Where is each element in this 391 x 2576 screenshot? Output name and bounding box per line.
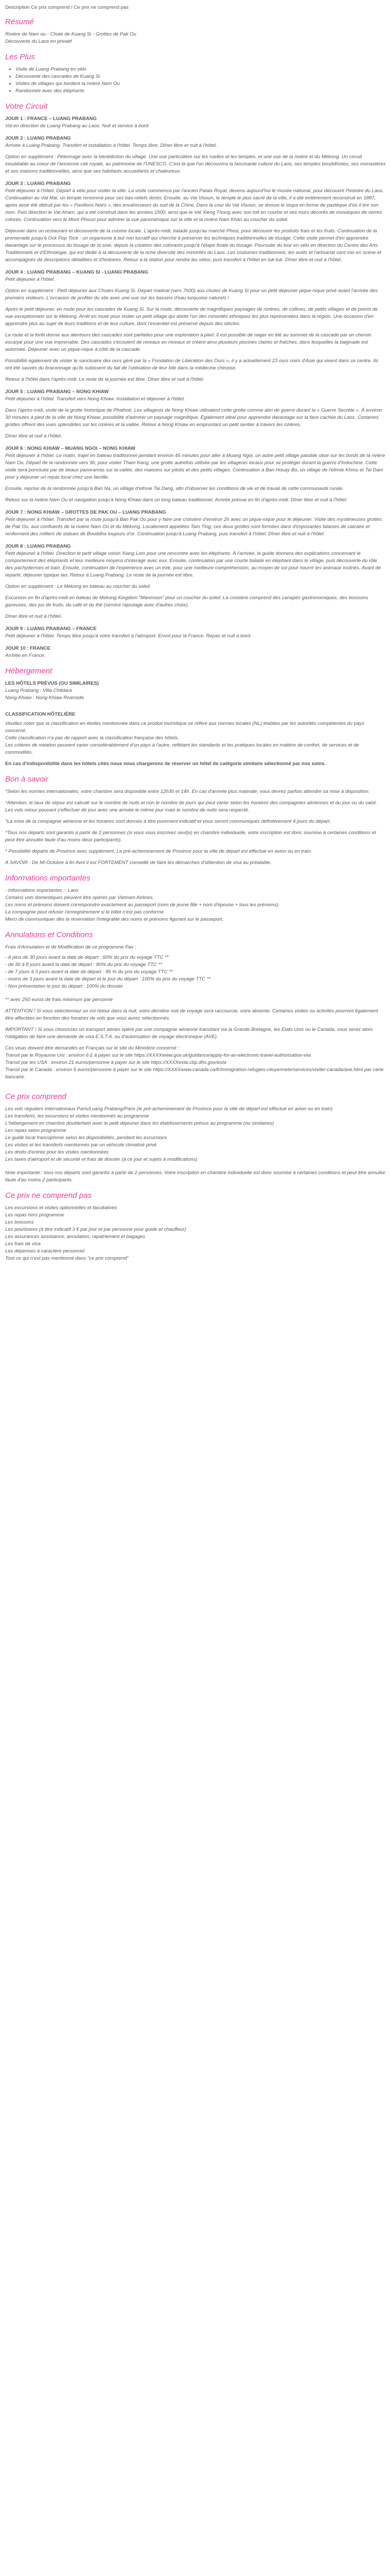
classification-title: CLASSIFICATION HÔTELIÈRE [5,711,75,717]
day-paragraph: Petit déjeuner à l'hôtel. Le matin, trajet en bateau traditionnel pendant environ 45 minutes pour aller à Muang Ngoi, un autre petit village paisible situé sur les bords de la rivière Nam Ou. Départ de la randonnée vers 9h, pour visiter Tham Kang, une grotte autrefois utilisée par les villageois locaux pour se protéger durant la guerre d'Indochine. Cette visite sera ponctuée par de beaux panoramas sur la vallée, des maisons sur pilotis et des petits villages. Continuation à Ban Houay Bo, un village de l'ethnie Khmu et Tai Dam pour y déjeuner un repas local chez une famille. [5,453,385,480]
day-paragraph: Option en supplément : Le Mékong en bateau au coucher du soleil. [5,584,151,589]
annulations-item: - de 30 à 8 jours avant la date de départ : 80% du prix du voyage TTC ** [5,962,162,968]
classification-body [5,720,386,756]
infos-line: Certains vols domestiques peuvent être opérés par Vietnam Airlines. [5,895,154,901]
day-paragraph: Excursion en fin d'après-midi en bateau de Mekong Kingdom "Manmoon" pour un coucher du soleil. La croisière comprend des canapés gastronomiques, des boissons gazeuses, des jus de fruits, du café et du thé (service rajoutage avec d'autres choix). [5,595,368,608]
annulations-title: Annulations et Conditions [5,930,93,939]
necomprend-item: Les dépenses à caractère personnel [5,1248,85,1254]
bonasavoir-line: *Tous nos départs sont garantis à partir de 2 personnes (si vous vous inscrivez seul(e) en chambre individuelle, votre inscription est donc soumise à certaines conditions et peut être annulée faute d'au moins deux participants). [5,830,376,843]
plus-item: • Visites de villages qui bordent la rivière Nam Ou [15,80,386,88]
day-paragraph: Petit déjeuner à l'hôtel. Départ à vélo pour visiter la ville. La visite commence par l'ancien Palais Royal, devenu aujourd'hui le musée national, pour découvrir l'histoire du Laos. Continuation au Vat Mai, un temple renommé pour ses bas-reliefs dorés. Ensuite, au Vat Visoun, le temple le plus sacré de la ville, il a été entièrement reconstruit en 1887, après avoir été détruit par les « Pavillons Noirs », des envahisseurs du sud de la Chine. Dans la cour du Vat Visoun, se dresse le stupa en forme de pastèque d'où il tire son nom. Puis direction le Vat Aham, qui a été construit dans les années 1500, ainsi que le Vat Xieng Thong avec son toit en courbe et ses murs décorés de mosaïques de verres colorés. Continuation vers le Mont Phousi pour admirer la vue panoramique sur la ville et la rivière Nam Khan au coucher du soleil. [5,188,384,223]
day-paragraph: Arrivée en France. [5,653,46,658]
necomprend-item: Les assurances assistance, annulation, rapatriement et bagages [5,1234,145,1240]
day-title: JOUR 4 : LUANG PRABANG – KUANG SI - LUANG PRABANG [5,269,149,275]
annulations-important: IMPORTANT ! Si vous choisissez un transport aérien opéré par une compagnie aérienne transitant via la Grande Bretagne, les Etats Unis ou le Canada, vous serez alors l'obligation de faire une demande de visa E.S.T.A. ou d'autorisation de voyage électronique (AVE). [5,1027,373,1040]
annulations-item: - de 7 jours à 3 jours avant la date de départ : 95 % du prix du voyage TTC ** [5,969,173,975]
annulations-section [5,930,386,1081]
comprend-item: L'hébergement en chambre double/twin avec le petit déjeuner dans les établissements prévus au programme (ou similaires) [5,1121,274,1126]
day-block [5,388,386,440]
necomprend-item: Les pourboires (à titre indicatif 3 € par jour et par personne pour guide et chauffeur) [5,1227,186,1232]
day-paragraph: Retour à l'hôtel dans l'après-midi. Le reste de la journée est libre. Dîner libre et nuit à l'hôtel. [5,377,205,382]
day-block [5,445,386,504]
day-paragraph: Possibilité également de visiter le sanctuaire des ours géré par la « Fondation de Libération des Ours », il y a actuellement 23 ours noirs d'Asie qui vivent dans ce centre. Ils ont été sauvés du braconnage qu'ils subissent du fait de l'utilisation de leur bile dans la médecine chinoise. [5,358,379,371]
comprend-item: Les visites et les transferts mentionnés par un véhicule climatisé privé [5,1142,157,1148]
day-text [5,188,386,264]
resume-section [5,18,386,45]
necomprend-item: Tout ce qui n'est pas mentionné dans "ce prix comprend" [5,1256,128,1261]
day-title: JOUR 10 : FRANCE [5,646,51,651]
plus-item: • Découverte des cascades de Kuang Si [15,73,386,80]
infos-section [5,874,386,923]
day-paragraph: Petit déjeuner à l'hôtel. Temps libre jusqu'à votre transfert à l'aéroport. Envol pour la France. Repas et nuit à bord. [5,633,252,639]
bonasavoir-line: *Selon les normes internationales, votre chambre sera disponible entre 12h30 et 14h. En cas d'arrivée plus matinale, vous devrez parfois attendre sa mise à disposition. [5,789,370,794]
day-paragraph: Arrivée à Luang Prabang. Transfert et installation à l'hôtel. Temps libre. Dîner libre et nuit à l'hôtel. [5,143,217,148]
infos-line: Merci de communiquer dès la réservation l'intégralité des noms et prénoms figurant sur le passeport. [5,917,224,922]
page [0,0,391,1279]
infos-line: La compagnie peut refuser l'enregistrement si le billet n'est pas conforme. [5,909,165,915]
day-title: JOUR 8 : LUANG PRABANG [5,544,71,549]
day-block [5,509,386,538]
visa-line: Ces visas doivent être demandés en Français sur le site du Ministère concerné : [5,1045,180,1051]
bonasavoir-body [5,788,386,867]
infos-body [5,887,386,923]
visa-line[interactable]: Transit par le Canada : environ 5 euros/personne à payer sur le site https://XXXXwww.canada.ca/fr/immigration-refugies-citoyennete/services/visiter-canada/ave.html par carte bancaire. [5,1067,384,1080]
resume-line: Rivière de Nam ou - Chute de Kuang Si - Grottes de Pak Ou [5,31,136,37]
annulations-attention: ATTENTION ! Si vous sélectionnez un vol retour dans la nuit, votre dernière nuit de voyage sera raccourcie, voire absente. Certaines visites ou activités pourront également être affectées en fonction des horaires de vols que vous aurez sélectionnés. [5,1008,378,1021]
day-paragraph: Petit déjeuner à l'hôtel. [5,277,55,282]
plus-title: Les Plus [5,53,35,61]
day-text [5,396,386,440]
day-title: JOUR 2 : LUANG PRABANG [5,135,71,141]
day-text [5,276,386,383]
comprend-item: Le guide local francophone selon les disponibilités, pendant les excursions [5,1135,167,1141]
plus-item: • Randonnée avec des éléphants [15,88,386,95]
day-block [5,135,386,175]
plus-item: • Visite de Luang Prabang en vélo [15,66,386,73]
day-title: JOUR 7 : NONG KHIAW – GROTTES DE PAK OU – LUANG PRABANG [5,510,166,515]
comprend-item: Les taxes d'aéroport et de sécurité et frais de dossier (à ce jour et sujets à modifications) [5,1157,198,1162]
comprend-section [5,1092,386,1184]
hebergement-title: Hébergement [5,667,52,675]
infos-title: Informations importantes [5,874,91,883]
day-title: JOUR 5 : LUANG PRABANG – NONG KHIAW [5,389,109,395]
day-paragraph: Dans l'après-midi, visite de la grotte historique de Phathok. Les villageois de Nong Khiaw utilisaient cette grotte comme abri de guerre durant la « Guerre Secrète ». À environ 30 minutes à pied de la ville de Nong Khiaw, possibilité d'admirer un paysage magnifique. Également idéal pour apprendre davantage sur la face cachée du Laos. Certaines grottes offrent des vues splendides sur les rizières et la vallée. Retour à Nong Khiaw en empruntant un petit sentier à travers les rizières. [5,408,382,428]
day-paragraph: La route et la forêt donne aux alentours des cascades sont parfaites pour une exploration à pied. Il est possible de nager en été au sommet de la cascade par un chemin escarpé pour une vue imprenable. Des cascades s'écoulent de niveaux en niveaux et créent ainsi plusieurs piscines claires et fraîches, dans lesquelles la baignade est autorisée. Déjeuner avec un pique-nique à côté de la cascade. [5,332,371,352]
day-text [5,633,386,640]
hotel-list [5,687,386,702]
classification-line: Veuillez noter que la classification en étoiles mentionnée dans ce produit touristique se réfère aux normes locales (NL) établies par les autorités compétentes du pays concerné. [5,721,365,734]
hotels-subtitle: LES HÔTELS PRÉVUS (OU SIMILAIRES) [5,681,99,686]
day-paragraph: Retour sur la rivière Nam Ou et navigation jusqu'à Nong Khiaw dans un long bateau traditionnel. Arrivée prévue en fin d'après-midi. Dîner libre et nuit à l'hôtel. [5,497,348,503]
day-block [5,180,386,264]
day-paragraph: Dîner libre et nuit à l'hôtel. [5,614,62,619]
day-block [5,625,386,640]
day-paragraph: Option en supplément : Petit déjeuner aux Chutes Kuang Si. Départ matinal (vers 7h00) aux chutes de Kuang Si pour un petit déjeuner pique-nique privé avant l'arrivée des premiers visiteurs. L'occasion de profiter du site avec une vue sur les bassins d'eau turquoise naturels ! [5,288,378,301]
day-title: JOUR 3 : LUANG PRABANG [5,181,71,187]
day-paragraph: Option en supplément : Pèlerinage avec la bénédiction du village. Une vue particulière sur les ruelles et les temples, et une vue de la rivière et du Mékong. Un circuit inoubliable au coeur de l'ancienne cité royale, au patrimoine de l'UNESCO. C'est là que l'on découvrira la fascinante culture du Laos, ses temples bouddhistes, ses monastères et ses maisons traditionnelles, ainsi que ses habitants accueillants et chaleureux. [5,154,386,174]
classification-line: Cette classification n'a pas de rapport avec la classification française des hôtels. [5,735,180,741]
bonasavoir-title: Bon à savoir [5,775,48,784]
hotel-notice: En cas d'indisponibilité dans les hôtels cités nous nous chargerons de réserver un hôtel de catégorie similaire sélectionné par nos soins. [5,761,326,767]
bonasavoir-line: * Possibilité départs de Province avec supplément. Le pré-acheminement de Province pour la ville de départ est effectué en avion ou en train. [5,849,313,854]
necomprend-item: Les excursions et visites optionnelles et facultatives [5,1205,118,1211]
day-paragraph: Déjeuner dans un restaurant et découverte de la cuisine locale. L'après-midi, balade jusqu'au marché Phosi, pour découvrir les produits frais et les fruits. Continuation de la promenade jusqu'à Ock Pop Tock : un organisme à but non lucratif qui cherche à préserver les techniques traditionnelles de tissage. Cette visite permet d'en apprendre davantage sur le processus du tissage de la soie, depuis la création des colorants jusqu'à l'étape finale du tissage. Poursuite du tour en vélo en direction du Centre des Arts Traditionnels et d'Ethnologie, qui est dédié à la découverte de la riche diversité des minorités du Laos. Les costumes traditionnels, les outils et l'artisanat sont mis en scène et accompagnés de descriptions détaillées et d'histoires. Retour à la station pour rendre les vélos, puis transfert à l'hôtel en tuk-tuk. Dîner libre et nuit à l'hôtel. [5,228,382,263]
day-text [5,652,386,659]
day-text [5,123,386,130]
necomprend-item: Les frais de visa [5,1241,41,1247]
day-paragraph: Petit déjeuner à l'hôtel. Direction le petit village voisin Xiang Lom pour une rencontre avec les éléphants. À l'arrivée, le guide donnera des explications concernant le comportement des éléphants et leur meilleure moyens d'interagir avec eux. Ensuite, continuation par une courte balade en élephant dans le village, puis découverte du rôle des pachydermes et bain. Ensuite, continuation de l'expérience avec un trek, pour une meilleure compréhension, au moyen de soi pour nourrir les animaux inclinés. Avant de repartir, déjeuner typique lao. Retour à Luang Prabang. Le reste de la journée est libre. [5,551,381,578]
visa-block [5,1045,386,1081]
day-paragraph: Ensuite, reprise de la randonnée jusqu'à Ban Na, un village d'ethnie Tai Dang, afin d'observer les conditions de vie et de travail de cette communauté rurale. [5,486,344,492]
visa-line[interactable]: Transit par le Royaume Uni : environ 6 £ à payer sur le site https://XXXXwww.gov.uk/guidance/apply-for-an-electronic-travel-authorisation-eta [5,1053,311,1058]
bonasavoir-line: *La mise de la compagnie aérienne et les horaires sont donnés à titre purement indicatif et vous seront communiqués définitivement 4 jours du départ. [5,819,331,824]
day-block [5,645,386,659]
circuit-section [5,102,386,659]
annulations-intro: Frais d'Annulation et de Modification de ce programme Pax : [5,944,137,950]
day-paragraph: Après le petit déjeuner, en route pour les cascades de Kuang Si. Sur la route, découverte de magnifiques paysages de rizières, de collines, de petits villages et de points de vue exceptionnels sur le Mékong. Arrêt en route pour visiter un petit village qui abrite l'un des minorités ethniques les plus représentées dans la région. Une occasion d'en apprendre plus au sujet de leurs traditions et de leur culture, dont l'essentiel est préservé depuis des siècles. [5,307,378,327]
classification-line: Les critères de notation peuvent varier considérablement d'un pays à l'autre, reflétant les standards et les pratiques locales en matière de confort, de services et de commodités. [5,742,359,755]
circuit-title: Votre Circuit [5,102,47,111]
bonasavoir-line: A SAVOIR : De Mi-Octobre à fin Avril il est FORTEMENT conseillé de faire les démarches d'obtention de visa au préalable. [5,860,272,866]
day-text [5,550,386,620]
day-paragraph: Petit déjeuner à l'hôtel. Transfert par la route jusqu'à Ban Pak Ou pour y faire une croisière d'environ 2h avec un pique-nique pour le déjeuner. Visite des mystérieuses grottes de Pak Ou, aux confluents de la rivière Nam Ou et du Mékong. Localement appelées Tam Ting, ces deux grottes sont formées dans d'imposantes falaises de calcaire et renferment des milliers de statues de Bouddha toujours d'or. Continuation jusqu'à Luang Prabang, puis transfert à l'hôtel. Dîner libre et nuit à l'hôtel. [5,517,382,537]
annulations-item: - moins de 3 jours avant la date de départ et le jour du départ : 100% du prix du voyage TTC ** [5,976,211,982]
comprend-item: Les repas selon programme [5,1128,67,1133]
necomprend-item: Les repas hors programme [5,1212,64,1218]
hebergement-section [5,667,386,768]
day-paragraph: Petit déjeuner à l'hôtel. Transfert vers Nong Khiaw. Installation et déjeuner à l'hôtel. [5,396,185,402]
necomprend-title: Ce prix ne comprend pas [5,1191,92,1200]
comprend-item: Les droits d'entrée pour les visites mentionnées [5,1149,109,1155]
comprend-item: Les transferts, les excursions et visites mentionnés au programme [5,1113,149,1119]
hotel-item: Nong Khiaw : Nong Khiaw Riverside [5,695,84,701]
plus-list [5,66,386,95]
resume-title: Résumé [5,18,34,26]
day-text [5,516,386,538]
day-text [5,452,386,504]
comprend-item: Les vols réguliers internationaux Paris/Luang Prabang/Paris (le pré-acheminement de Province pour la ville de départ est effectué en avion ou en train) [5,1106,333,1112]
necomprend-list [5,1205,386,1262]
day-text [5,142,386,175]
day-block [5,115,386,130]
description-tabs-label[interactable]: Description Ce prix comprend / Ce prix ne comprend pas [5,5,129,10]
day-title: JOUR 1 : FRANCE – LUANG PRABANG [5,116,97,122]
necomprend-item: Les boissons [5,1219,34,1225]
comprend-title: Ce prix comprend [5,1092,67,1101]
infos-line: - Informations importantes :- Laos [5,888,79,893]
infos-line: Les noms et prénoms doivent correspondre exactement au passeport (nom de jeune fille + nom d'épouse + tous les prénoms). [5,902,280,908]
annulations-item: - A plus de 30 jours avant la date de départ : 60% du prix du voyage TTC ** [5,955,169,960]
necomprend-section [5,1191,386,1262]
day-paragraph: Dîner libre et nuit à l'hôtel. [5,433,62,439]
day-block [5,269,386,383]
visa-line[interactable]: Transit par les USA : environ 21 euros/personne à payer sur le site https://XXXXesta.cbp.dhs.gov/esta [5,1060,226,1065]
resume-line: Découverte du Laos en privatif [5,39,72,44]
hotel-item: Luang Prabang : Villa Chitdara [5,688,72,693]
plus-section [5,53,386,95]
bonasavoir-line: *Attention, le taux de séjour est calculé sur le nombre de nuits et non le nombre de jours qui peut varier selon les horaires des compagnies aériennes et du jour ou du salut. Les vols retour pouvant s'effectuer de jour avec une arrivée le même jour mais le nombre de nuits sera respecté. [5,800,377,813]
comprend-note: Note importante : tous nos départs sont garantis à partir de 2 personnes. Votre inscription en chambre individuelle est donc soumise à certaines conditions et peut être annulée faute d'au moins 2 participants. [5,1170,385,1183]
day-title: JOUR 6 : NONG KHIAW – MUANG NGOI – NONG KHIAW [5,446,136,451]
day-paragraph: Vol en direction de Luang Prabang au Laos. Nuit et service à bord. [5,123,150,129]
resume-body [5,31,386,45]
bonasavoir-section [5,775,386,867]
annulations-item: - Non présentation le jour du départ : 100% du dossier [5,984,123,989]
day-block [5,543,386,620]
annulations-footnote: ** avec 250 euros de frais minimum par personne [5,997,113,1003]
comprend-list [5,1106,386,1163]
days-container [5,115,386,659]
annulations-list [5,954,386,990]
day-title: JOUR 9 : LUANG PRABANG – FRANCE [5,626,97,632]
